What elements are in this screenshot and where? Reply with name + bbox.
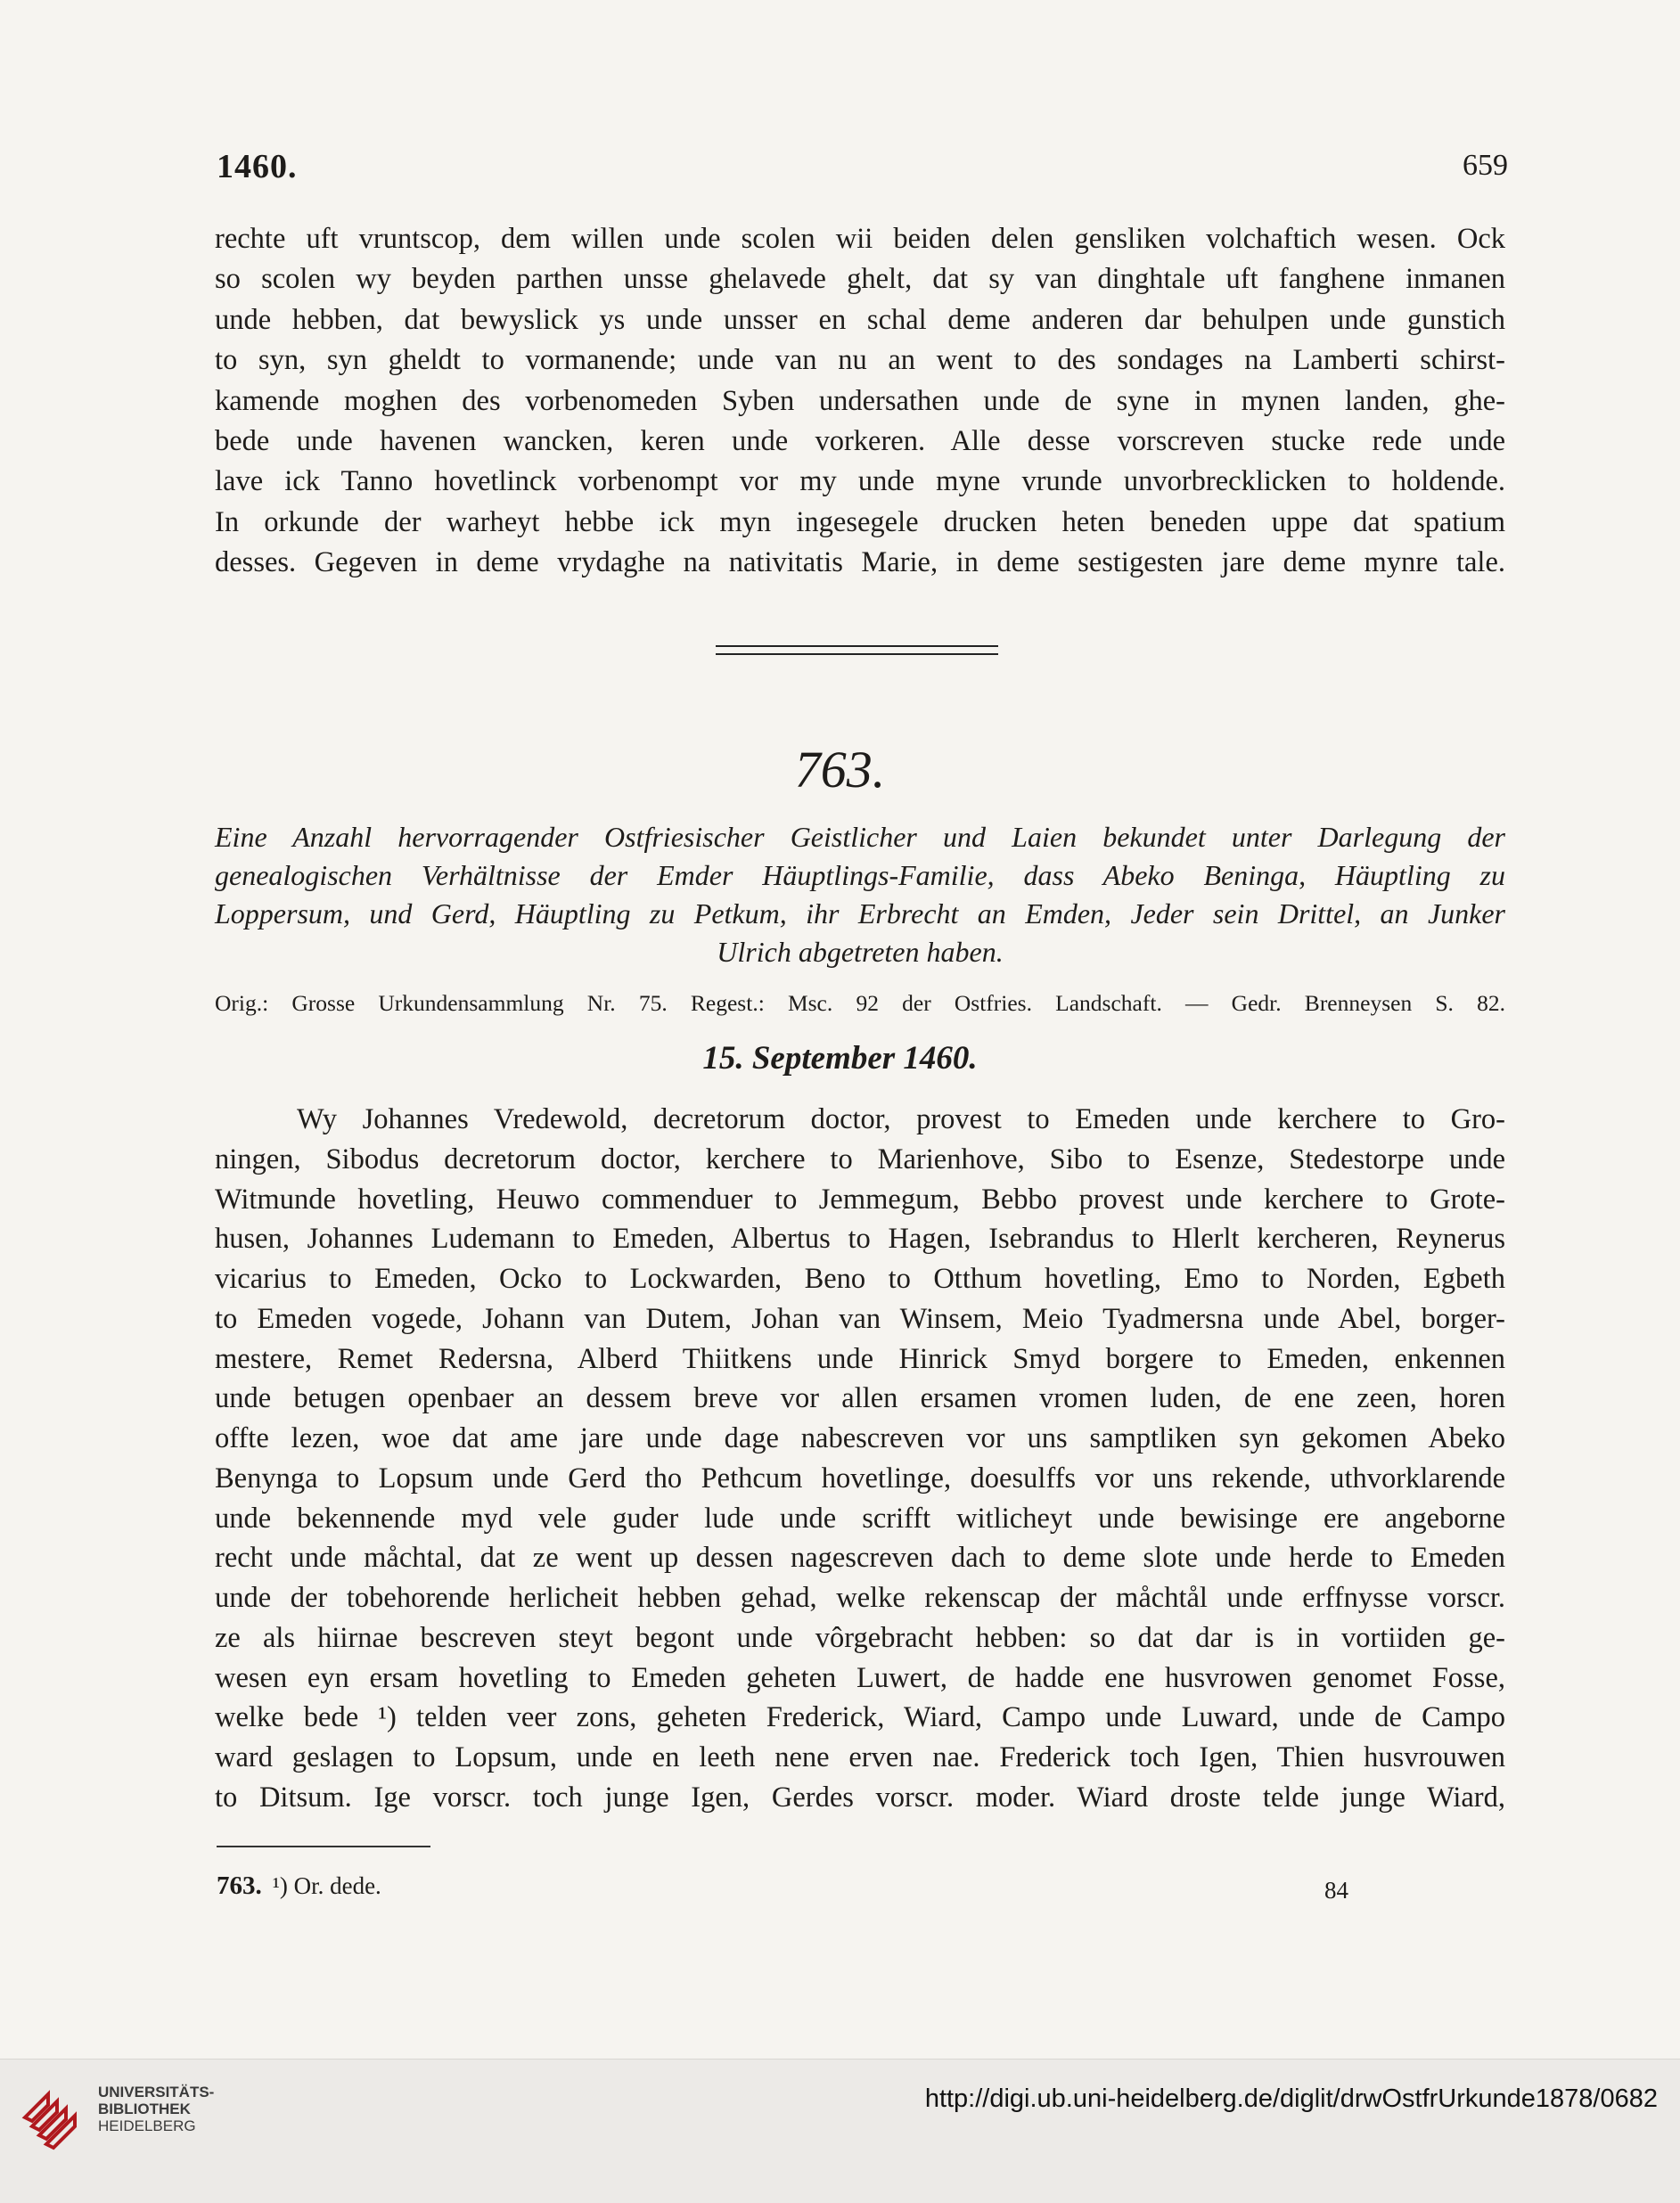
document-body	[215, 1100, 1505, 1818]
text-line: offte lezen, woe dat ame jare unde dage nabescreven vor uns samptliken syn gekomen Abeko	[215, 1422, 1505, 1454]
text-line: In orkunde der warheyt hebbe ick myn ingesegele drucken heten beneden uppe dat spatium	[215, 505, 1505, 538]
viewer-footer	[0, 2059, 1680, 2203]
footnote-text: ¹) Or. dede.	[272, 1872, 381, 1899]
text-line: to Emeden vogede, Johann van Dutem, Johan van Winsem, Meio Tyadmersna unde Abel, borger-	[215, 1302, 1505, 1335]
text-line: bede unde havenen wancken, keren unde vorkeren. Alle desse vorscreven stucke rede unde	[215, 425, 1505, 458]
document-date: 15. September 1460.	[702, 1040, 978, 1077]
text-line: ze als hiirnae bescreven steyt begont unde vôrgebracht hebben: so dat dar is in vortiiden ge-	[215, 1621, 1505, 1654]
text-line: welke bede ¹) telden veer zons, geheten Frederick, Wiard, Campo unde Luward, unde de Campo	[215, 1701, 1505, 1734]
text-line: unde betugen openbaer an dessem breve vor allen ersamen vromen luden, de ene zeen, horen	[215, 1382, 1505, 1415]
summary-line: Eine Anzahl hervorragender Ostfriesischer Geistlicher und Laien bekundet unter Darlegung der	[215, 821, 1505, 853]
text-line: Benynga to Lopsum unde Gerd tho Pethcum hovetlinge, doesulffs vor uns rekende, uthvorklarende	[215, 1462, 1505, 1495]
text-line: kamende moghen des vorbenomeden Syben undersathen unde de syne in mynen landen, ghe-	[215, 384, 1505, 417]
text-line: wesen eyn ersam hovetling to Emeden geheten Luwert, de hadde ene husvrowen genomet Fosse,	[215, 1661, 1505, 1694]
text-line: rechte uft vruntscop, dem willen unde scolen wii beiden delen gensliken volchaftich wesen. Ock	[215, 223, 1505, 255]
footnote-ref: 763.	[217, 1871, 262, 1900]
footnote	[217, 1871, 381, 1901]
page-number: 659	[1463, 149, 1508, 182]
library-name-line: BIBLIOTHEK	[98, 2101, 191, 2117]
section-divider	[716, 645, 998, 655]
text-line: Wy Johannes Vredewold, decretorum doctor, provest to Emeden unde kerchere to Gro-	[297, 1103, 1505, 1135]
summary-line: genealogischen Verhältnisse der Emder Häuptlings-Familie, dass Abeko Beninga, Häuptling zu	[215, 859, 1505, 891]
text-line: to Ditsum. Ige vorscr. toch junge Igen, Gerdes vorscr. moder. Wiard droste telde junge Wiard,	[215, 1781, 1505, 1814]
text-line: husen, Johannes Ludemann to Emeden, Albertus to Hagen, Isebrandus to Hlerlt kercheren, Reynerus	[215, 1223, 1505, 1256]
summary-line: Loppersum, und Gerd, Häuptling zu Petkum, ihr Erbrecht an Emden, Jeder sein Drittel, an Junker	[215, 897, 1505, 930]
running-header-year: 1460.	[217, 148, 298, 185]
sheet-number: 84	[1324, 1877, 1348, 1904]
summary-line: Ulrich abgetreten haben.	[717, 936, 1004, 968]
text-line: Witmunde hovetling, Heuwo commenduer to Jemmegum, Bebbo provest unde kerchere to Grote-	[215, 1183, 1505, 1216]
footnote-rule	[217, 1846, 430, 1847]
text-line: unde der tobehorende herlicheit hebben gehad, welke rekenscap der måchtål unde erffnysse vorscr.	[215, 1582, 1505, 1614]
text-line: ward geslagen to Lopsum, unde en leeth nene erven nae. Frederick toch Igen, Thien husvrouwen	[215, 1741, 1505, 1773]
text-line: desses. Gegeven in deme vrydaghe na nativitatis Marie, in deme sestigesten jare deme mynre tale.	[215, 546, 1505, 579]
library-logo-icon[interactable]	[16, 2082, 91, 2157]
text-line: mestere, Remet Redersna, Alberd Thiitkens unde Hinrick Smyd borgere to Emeden, enkennen	[215, 1342, 1505, 1375]
library-name-line: HEIDELBERG	[98, 2117, 196, 2134]
continuation-paragraph	[215, 219, 1505, 584]
library-name-line: UNIVERSITÄTS-	[98, 2084, 215, 2101]
source-references: Orig.: Grosse Urkundensammlung Nr. 75. Regest.: Msc. 92 der Ostfries. Landschaft. — Gedr. Brenneysen S. 82.	[215, 990, 1505, 1016]
text-line: recht unde måchtal, dat ze went up dessen nagescreven dach to deme slote unde herde to Emeden	[215, 1542, 1505, 1575]
permalink-url[interactable]: http://digi.ub.uni-heidelberg.de/diglit/drwOstfrUrkunde1878/0682	[924, 2084, 1658, 2113]
document-number: 763.	[794, 741, 886, 798]
text-line: lave ick Tanno hovetlinck vorbenompt vor my unde myne vrunde unvorbrecklicken to holdende.	[215, 465, 1505, 498]
document-summary	[215, 818, 1505, 971]
text-line: so scolen wy beyden parthen unsse ghelavede ghelt, dat sy van dinghtale uft fanghene inmanen	[215, 263, 1505, 296]
library-name	[98, 2084, 214, 2134]
text-line: vicarius to Emeden, Ocko to Lockwarden, Beno to Otthum hovetling, Emo to Norden, Egbeth	[215, 1263, 1505, 1295]
text-line: unde hebben, dat bewyslick ys unde unsser en schal deme anderen dar behulpen unde gunstich	[215, 303, 1505, 336]
text-line: unde bekennende myd vele guder lude unde scrifft witlicheyt unde bewisinge ere angeborne	[215, 1502, 1505, 1535]
text-line: to syn, syn gheldt to vormanende; unde van nu an went to des sondages na Lamberti schirst-	[215, 344, 1505, 377]
text-line: ningen, Sibodus decretorum doctor, kerchere to Marienhove, Sibo to Esenze, Stedestorpe unde	[215, 1142, 1505, 1175]
